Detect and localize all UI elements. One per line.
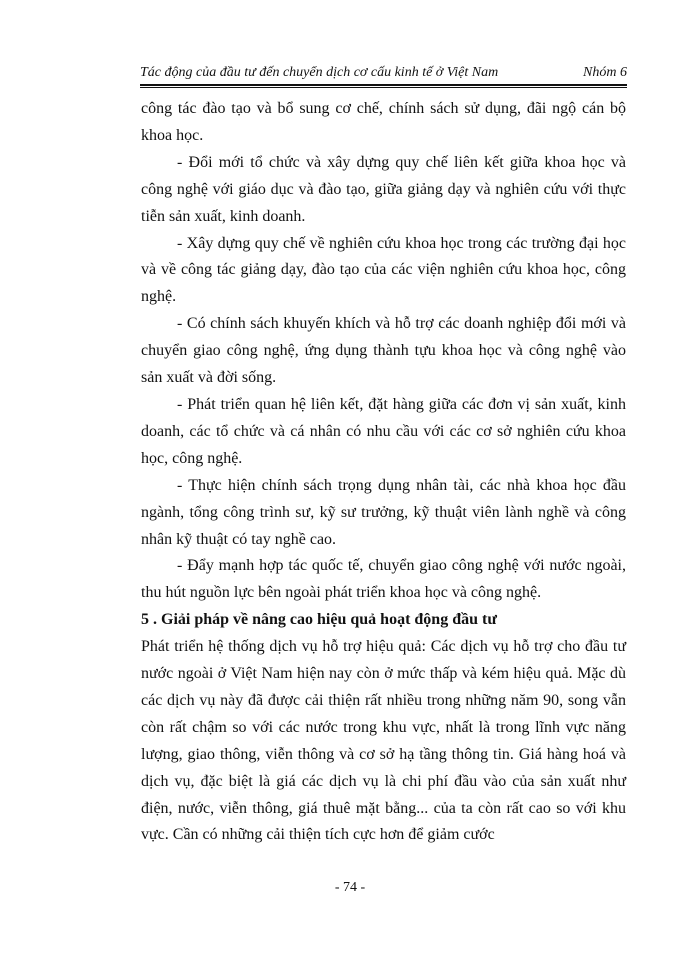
bullet-paragraph: - Phát triển quan hệ liên kết, đặt hàng giữa các đơn vị sản xuất, kinh doanh, các tổ chức và cá nhân có nhu cầu với các cơ sở nghiên cứu khoa học, công nghệ. [141, 395, 626, 467]
page-number: - 74 - [334, 880, 366, 895]
paragraph: công tác đào tạo và bổ sung cơ chế, chính sách sử dụng, đãi ngộ cán bộ khoa học. [141, 100, 626, 144]
bullet-paragraph: - Xây dựng quy chế về nghiên cứu khoa học trong các trường đại học và về công tác giảng dạy, đào tạo của các viện nghiên cứu khoa học, công nghệ. [141, 234, 626, 306]
header-title: Tác động của đầu tư đến chuyển dịch cơ cấu kinh tế ở Việt Nam [140, 65, 499, 80]
page-body [141, 96, 626, 849]
header-rule [140, 84, 627, 86]
section-heading: 5 . Giải pháp về nâng cao hiệu quả hoạt động đầu tư [141, 611, 497, 629]
header-rule-thin [140, 87, 627, 88]
header-group: Nhóm 6 [583, 65, 627, 80]
bullet-paragraph: - Thực hiện chính sách trọng dụng nhân tài, các nhà khoa học đầu ngành, tổng công trình sư, kỹ sư trưởng, kỹ thuật viên lành nghề và công nhân kỹ thuật có tay nghề cao. [141, 476, 626, 548]
bullet-paragraph: - Đổi mới tổ chức và xây dựng quy chế liên kết giữa khoa học và công nghệ với giáo dục và đào tạo, giữa giảng dạy và nghiên cứu với thực tiễn sản xuất, kinh doanh. [141, 153, 626, 225]
section-paragraph: Phát triển hệ thống dịch vụ hỗ trợ hiệu quả: Các dịch vụ hỗ trợ cho đầu tư nước ngoài ở Việt Nam hiện nay còn ở mức thấp và kém hiệu quả. Mặc dù các dịch vụ này đã được cải thiện rất nhiều trong những năm 90, song vẫn còn rất chậm so với các nước trong khu vực, nhất là trong lĩnh vực năng lượng, giao thông, viễn thông và cơ sở hạ tầng thông tin. Giá hàng hoá và dịch vụ, đặc biệt là giá các dịch vụ là chi phí đầu vào của sản xuất như điện, nước, viễn thông, giá thuê mặt bằng... của ta còn rất cao so với khu vực. Cần có những cải thiện tích cực hơn để giảm cước [141, 638, 626, 844]
bullet-paragraph: - Có chính sách khuyến khích và hỗ trợ các doanh nghiệp đổi mới và chuyển giao công nghệ, ứng dụng thành tựu khoa học và công nghệ vào sản xuất và đời sống. [141, 315, 626, 387]
bullet-paragraph: - Đẩy mạnh hợp tác quốc tế, chuyển giao công nghệ với nước ngoài, thu hút nguồn lực bên ngoài phát triển khoa học và công nghệ. [141, 557, 626, 602]
